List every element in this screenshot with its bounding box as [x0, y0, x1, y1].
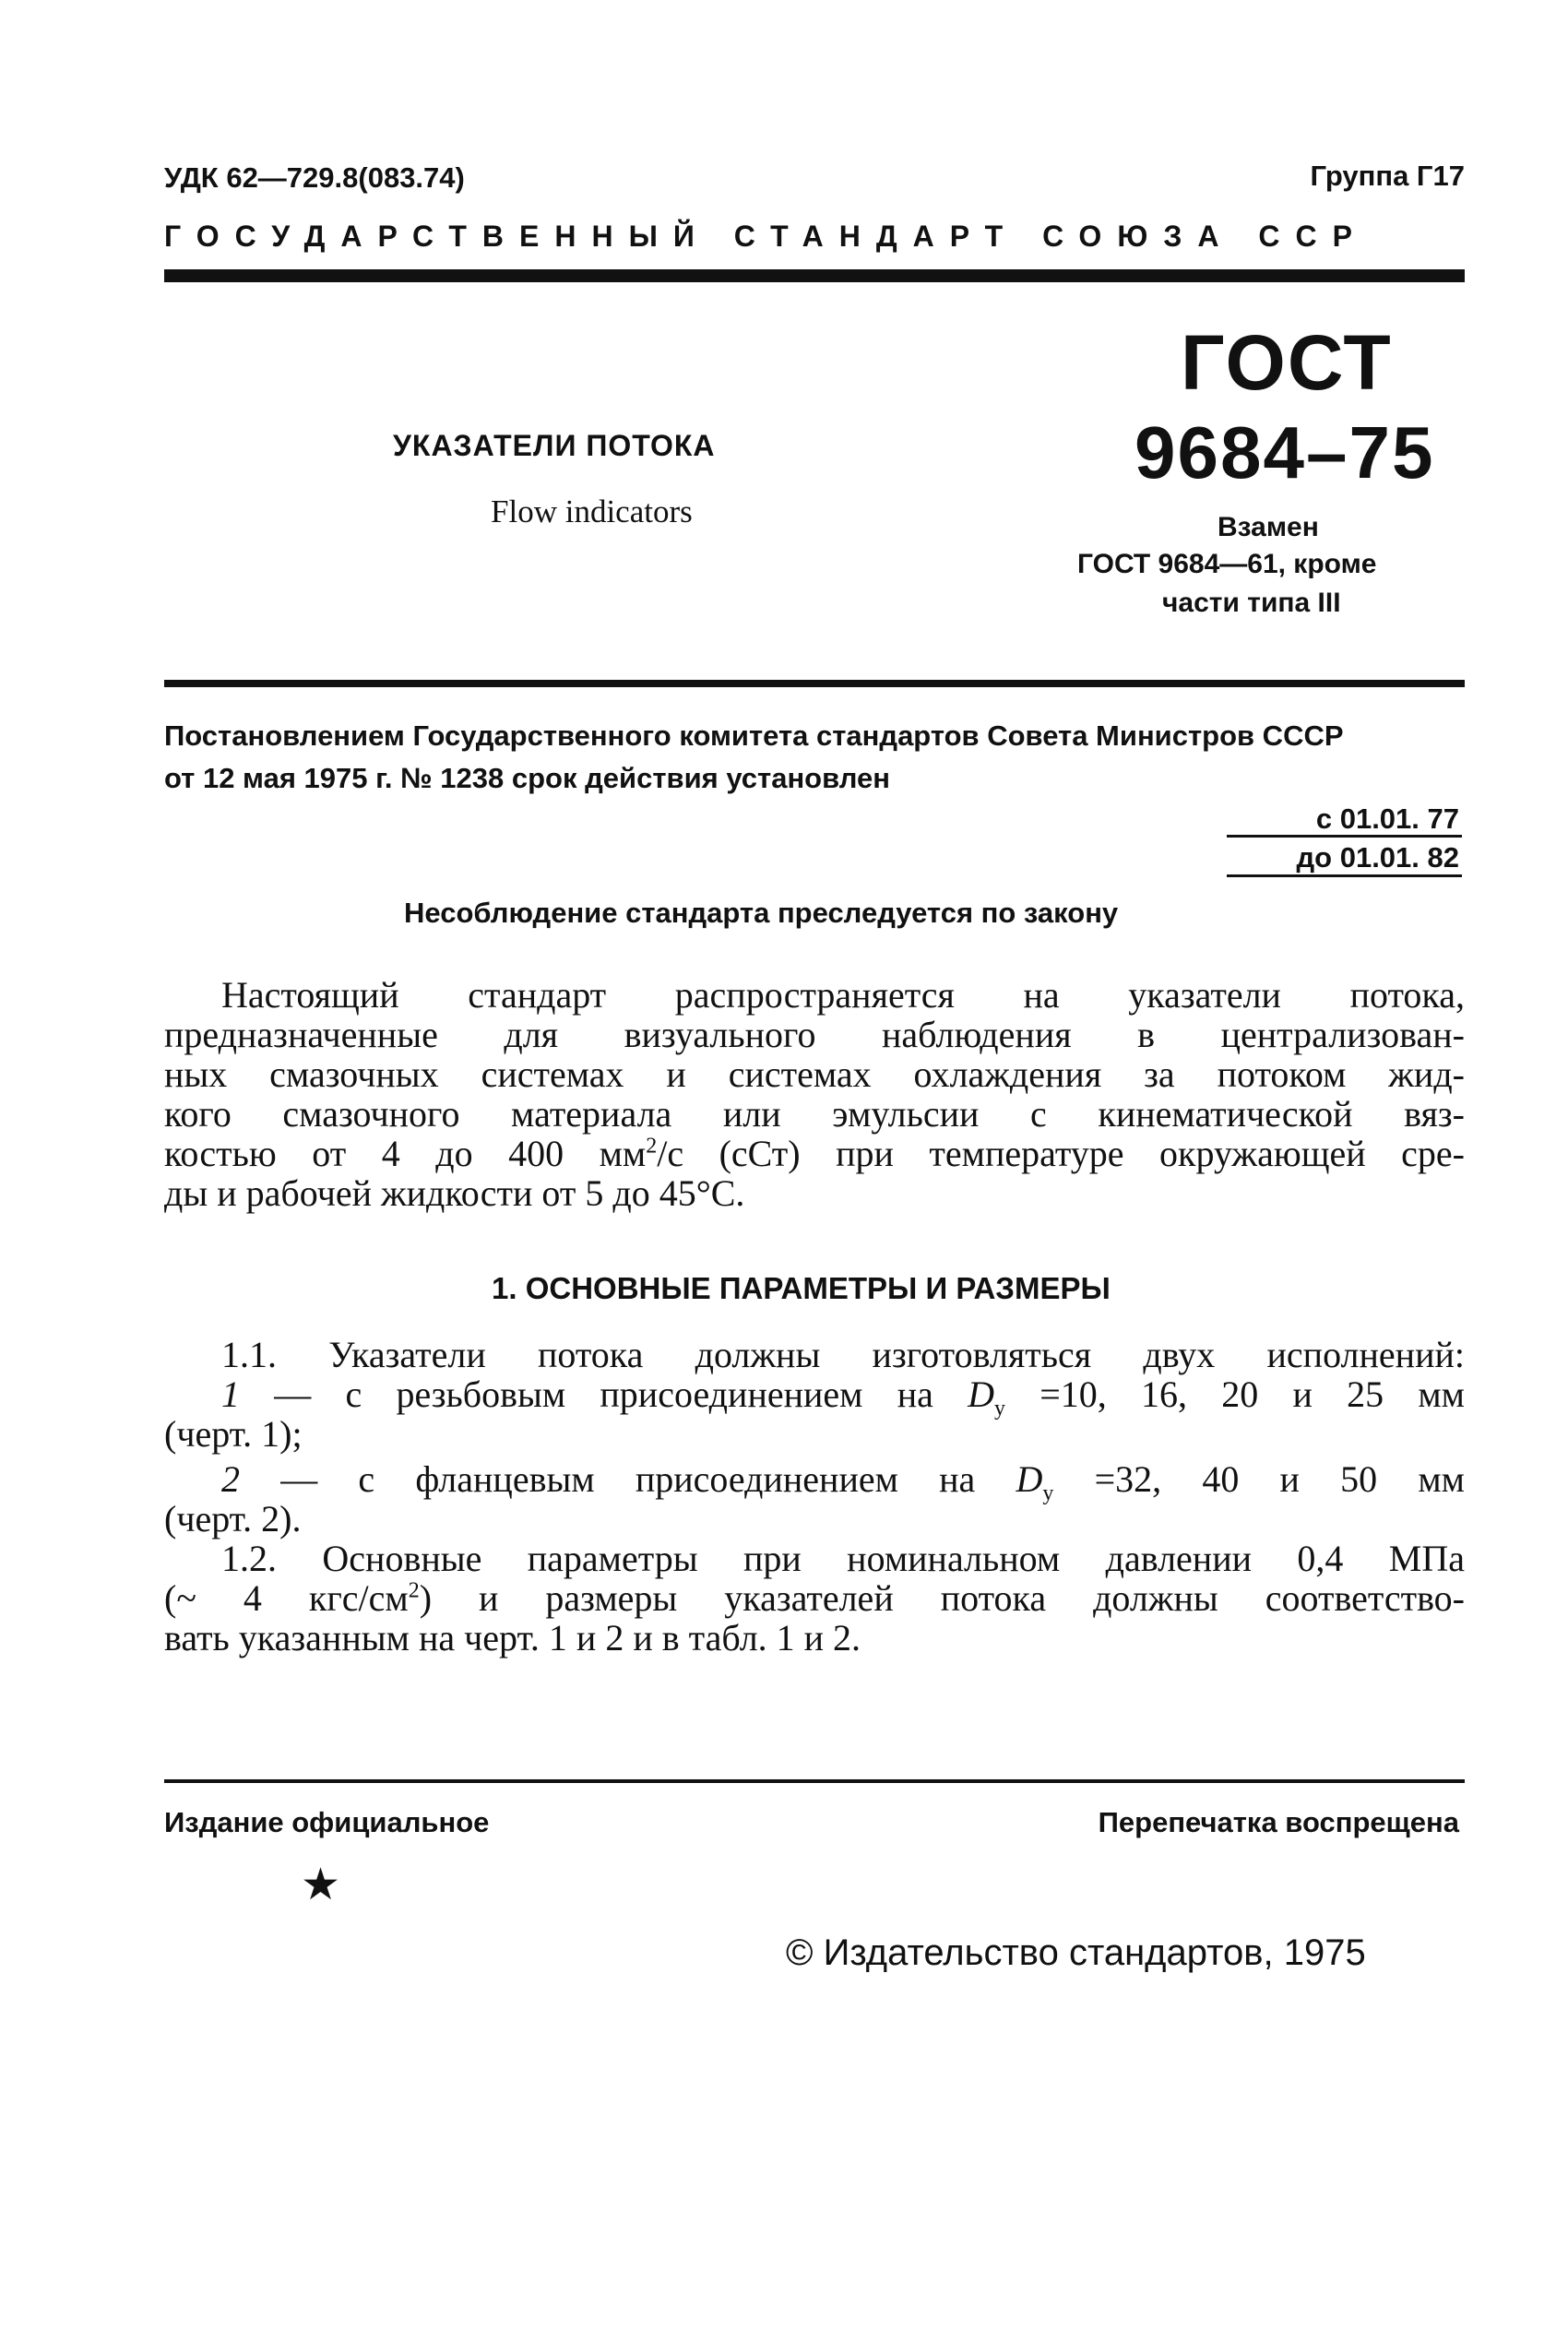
- replaces-line-2: ГОСТ 9684—61, кроме: [1077, 549, 1377, 579]
- para-1-2-line-2-sup: 2: [408, 1578, 420, 1603]
- document-title-ru: УКАЗАТЕЛИ ПОТОКА: [393, 429, 716, 462]
- intro-line-5-b: /с (сСт) при температуре окружающей сре-: [657, 1133, 1466, 1174]
- validity-from: с 01.01. 77: [1315, 802, 1459, 835]
- intro-line-1: Настоящий стандарт распространяется на указатели потока,: [221, 974, 1465, 1016]
- para-1-2-line-2-a: (~ 4 кгс/см: [164, 1577, 409, 1619]
- variant-2-number: 2: [221, 1458, 240, 1500]
- variant-2-d: D: [1016, 1458, 1043, 1500]
- intro-line-3: ных смазочных системах и системах охлаждения за потоком жид-: [164, 1053, 1465, 1095]
- variant-1-text-b: =10, 16, 20 и 25 мм: [1005, 1373, 1465, 1415]
- intro-line-5-sup: 2: [646, 1134, 658, 1159]
- validity-to: до 01.01. 82: [1296, 841, 1459, 874]
- validity-to-rule: [1227, 874, 1462, 877]
- variant-2-text-a: — с фланцевым присоединением на: [240, 1458, 1016, 1500]
- official-edition: Издание официальное: [164, 1806, 490, 1838]
- para-1-1-line-5: (черт. 2).: [164, 1498, 302, 1540]
- state-standard-title: ГОСУДАРСТВЕННЫЙ СТАНДАРТ СОЮЗА ССР: [164, 220, 1368, 253]
- section-1-heading: 1. ОСНОВНЫЕ ПАРАМЕТРЫ И РАЗМЕРЫ: [492, 1271, 1111, 1305]
- variant-2-d-sub: у: [1042, 1481, 1054, 1505]
- para-1-2-line-1: 1.2. Основные параметры при номинальном давлении 0,4 МПа: [221, 1538, 1465, 1579]
- variant-1-d-sub: у: [994, 1397, 1005, 1421]
- udk-code: УДК 62—729.8(083.74): [164, 161, 465, 194]
- intro-line-5-a: костью от 4 до 400 мм: [164, 1133, 647, 1174]
- variant-1-text-a: — с резьбовым присоединением на: [240, 1373, 968, 1415]
- gost-number: 9684–75: [1134, 411, 1435, 493]
- document-title-en: Flow indicators: [491, 493, 693, 529]
- nonobservance-notice: Несоблюдение стандарта преследуется по закону: [404, 897, 1119, 929]
- publisher-copyright: © Издательство стандартов, 1975: [786, 1932, 1366, 1973]
- para-1-2-line-2-b: ) и размеры указателей потока должны соответство-: [419, 1577, 1466, 1619]
- intro-line-2: предназначенные для визуального наблюдения в централизован-: [164, 1014, 1465, 1055]
- gost-label: ГОСТ: [1181, 319, 1393, 406]
- title-rule: [164, 680, 1465, 687]
- para-1-1-line-1: 1.1. Указатели потока должны изготовляться двух исполнений:: [221, 1334, 1465, 1375]
- para-1-1-line-3: (черт. 1);: [164, 1413, 303, 1455]
- intro-line-5: [164, 1132, 1465, 1175]
- variant-1-number: 1: [221, 1373, 240, 1415]
- group-code: Группа Г17: [1310, 160, 1465, 192]
- reprint-prohibited: Перепечатка воспрещена: [1098, 1806, 1459, 1838]
- para-1-2-line-3: вать указанным на черт. 1 и 2 и в табл. 1 и 2.: [164, 1617, 861, 1658]
- intro-line-6: ды и рабочей жидкости от 5 до 45°С.: [164, 1172, 745, 1214]
- decree-line-2: от 12 мая 1975 г. № 1238 срок действия установлен: [164, 762, 891, 794]
- para-1-2-line-2: [164, 1576, 1465, 1620]
- decree-line-1: Постановлением Государственного комитета стандартов Совета Министров СССР: [164, 719, 1344, 752]
- para-1-1-line-2: [221, 1373, 1465, 1421]
- replaces-line-1: Взамен: [1218, 512, 1319, 542]
- intro-line-4: кого смазочного материала или эмульсии с кинематической вяз-: [164, 1093, 1465, 1135]
- variant-2-text-b: =32, 40 и 50 мм: [1053, 1458, 1465, 1500]
- validity-from-rule: [1227, 835, 1462, 838]
- footer-rule: [164, 1779, 1465, 1783]
- header-rule: [164, 269, 1465, 282]
- star-icon: ★: [301, 1861, 341, 1909]
- para-1-1-line-4: [221, 1457, 1465, 1505]
- variant-1-d: D: [968, 1373, 994, 1415]
- replaces-line-3: части типа III: [1162, 588, 1341, 618]
